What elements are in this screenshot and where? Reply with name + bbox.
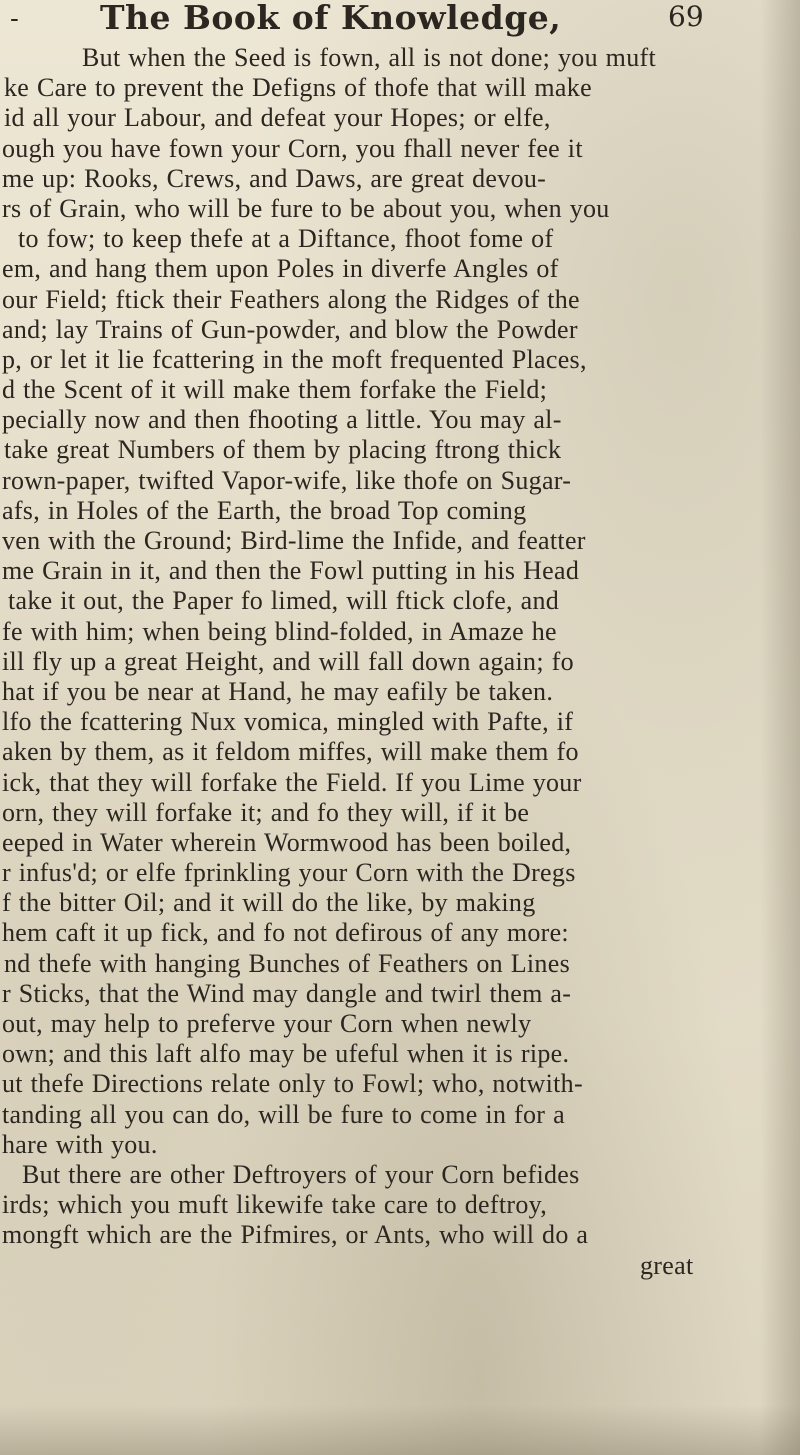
- text-line: me up: Rooks, Crews, and Daws, are great devou-: [2, 163, 547, 193]
- page-title: The Book of Knowledge,: [100, 0, 562, 37]
- text-line: ough you have fown your Corn, you fhall never fee it: [2, 133, 583, 163]
- text-line: own; and this laft alfo may be ufeful when it is ripe.: [2, 1039, 570, 1069]
- header-dash: -: [10, 4, 19, 34]
- text-line: p, or let it lie fcattering in the moft frequented Places,: [2, 344, 587, 374]
- text-line: aken by them, as it feldom miffes, will make them fo: [2, 737, 579, 767]
- text-line: ke Care to prevent the Defigns of thofe that will make: [4, 73, 592, 103]
- text-line: f the bitter Oil; and it will do the like, by making: [2, 888, 536, 918]
- text-line: eeped in Water wherein Wormwood has been boiled,: [2, 827, 572, 857]
- text-line: rown-paper, twifted Vapor-wife, like thofe on Sugar-: [2, 465, 572, 495]
- text-line: take great Numbers of them by placing ftrong thick: [4, 435, 562, 465]
- text-line: id all your Labour, and defeat your Hopes; or elfe,: [4, 103, 551, 133]
- text-line: orn, they will forfake it; and fo they will, if it be: [2, 797, 530, 827]
- text-line: our Field; ftick their Feathers along the Ridges of the: [2, 284, 580, 314]
- text-line: But there are other Deftroyers of your Corn befides: [22, 1159, 580, 1189]
- text-line: ill fly up a great Height, and will fall down again; fo: [2, 646, 574, 676]
- text-line: fe with him; when being blind-folded, in Amaze he: [2, 616, 557, 646]
- text-line: But when the Seed is fown, all is not done; you muft: [82, 43, 656, 72]
- text-line: mongft which are the Pifmires, or Ants, who will do a: [2, 1220, 589, 1250]
- text-line: hem caft it up fick, and fo not defirous of any more:: [2, 918, 569, 948]
- text-line: rs of Grain, who will be fure to be about you, when you: [2, 193, 610, 223]
- text-line: ick, that they will forfake the Field. If you Lime your: [2, 767, 582, 797]
- text-line: d the Scent of it will make them forfake the Field;: [2, 375, 548, 405]
- text-line: ut thefe Directions relate only to Fowl; who, notwith-: [2, 1069, 583, 1099]
- page-gutter-shadow: [760, 0, 800, 1455]
- text-line: r infus'd; or elfe fprinkling your Corn with the Dregs: [2, 858, 576, 888]
- text-line: hat if you be near at Hand, he may eafily be taken.: [2, 676, 554, 706]
- catchword: great: [640, 1250, 694, 1280]
- text-line: to fow; to keep thefe at a Diftance, fhoot fome of: [18, 224, 554, 254]
- text-line: nd thefe with hanging Bunches of Feathers on Lines: [4, 948, 570, 978]
- text-line: and; lay Trains of Gun-powder, and blow the Powder: [2, 314, 578, 344]
- text-line: irds; which you muft likewife take care to deftroy,: [2, 1190, 548, 1220]
- text-line: hare with you.: [2, 1129, 158, 1159]
- text-line: pecially now and then fhooting a little. You may al-: [2, 405, 562, 435]
- text-line: ven with the Ground; Bird-lime the Infide, and featter: [2, 526, 586, 555]
- text-line: lfo the fcattering Nux vomica, mingled with Pafte, if: [2, 707, 574, 737]
- text-line: afs, in Holes of the Earth, the broad Top coming: [2, 495, 527, 525]
- text-line: em, and hang them upon Poles in diverfe Angles of: [2, 254, 559, 284]
- page-number: 69: [668, 0, 704, 33]
- body-text: [0, 43, 800, 1281]
- text-line: me Grain in it, and then the Fowl putting in his Head: [2, 556, 580, 586]
- text-line: out, may help to preferve your Corn when newly: [2, 1009, 532, 1038]
- running-header: [10, 0, 770, 40]
- page-bottom-edge: [0, 1405, 800, 1455]
- text-line: tanding all you can do, will be fure to come in for a: [2, 1099, 565, 1129]
- text-line: r Sticks, that the Wind may dangle and twirl them a-: [2, 978, 572, 1008]
- text-line: take it out, the Paper fo limed, will ftick clofe, and: [8, 586, 560, 616]
